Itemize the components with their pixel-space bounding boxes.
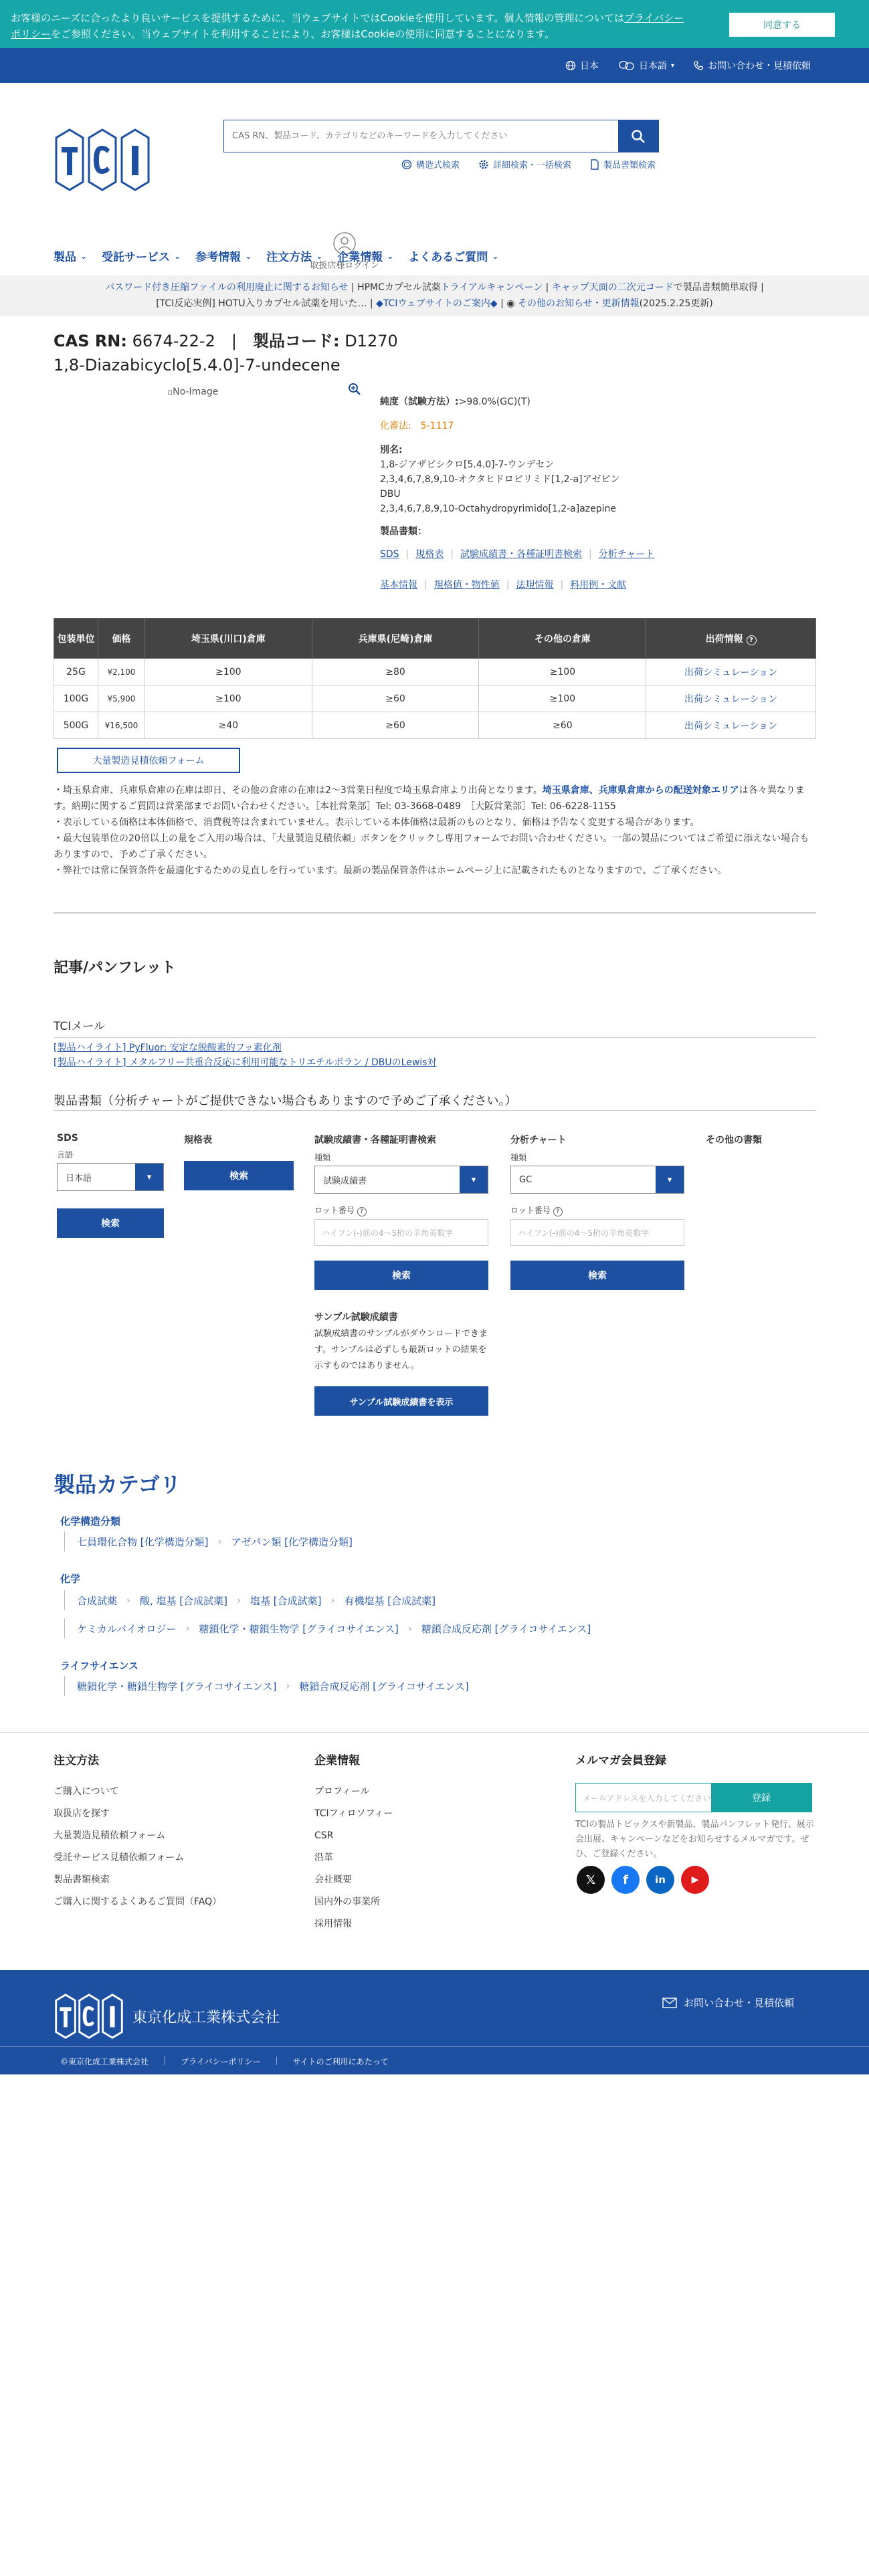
phone-icon	[693, 60, 704, 71]
category-link[interactable]: 七員環化合物 [化学構造分類]	[77, 1535, 209, 1548]
category-link[interactable]: 糖鎖化学・糖鎖生物学 [グライコサイエンス]	[77, 1680, 277, 1693]
stock-hyogo: ≥60	[312, 685, 479, 712]
search-icon	[631, 129, 646, 144]
chevron-right-icon: ›	[185, 1622, 190, 1634]
chevron-down-icon: ▾	[656, 1166, 684, 1193]
price: ¥2,100	[98, 659, 144, 685]
social-links	[577, 1866, 709, 1894]
price: ¥5,900	[98, 685, 144, 712]
chevron-down-icon: ▾	[460, 1166, 488, 1193]
help-icon[interactable]: ?	[357, 1207, 367, 1216]
footer-link[interactable]: 採用情報	[314, 1919, 352, 1929]
info-icon: ◉	[506, 298, 515, 309]
nav-references-label: 参考情報	[195, 251, 242, 264]
footer-link[interactable]: ご購入について	[54, 1786, 119, 1797]
price: ¥16,500	[98, 712, 144, 739]
search-box	[223, 120, 659, 152]
sds-search	[57, 1133, 164, 1238]
footer-link[interactable]: ご購入に関するよくあるご質問（FAQ）	[54, 1897, 222, 1907]
article-link[interactable]: [製品ハイライト] メタルフリー共重合反応に利用可能なトリエチルボラン / DBUのLewis対	[54, 1057, 437, 1068]
sample-coa-button[interactable]: サンプル試験成績書を表示	[314, 1386, 488, 1416]
chevron-right-icon: ›	[330, 1594, 335, 1606]
table-row	[54, 659, 816, 685]
chevron-down-icon: ⌄	[492, 251, 499, 261]
tci-logo[interactable]	[54, 127, 151, 195]
sds-search-button[interactable]: 検索	[57, 1208, 164, 1238]
delivery-area-link[interactable]: 埼玉県倉庫、兵庫県倉庫からの配送対象エリア	[542, 785, 739, 796]
sds-title: SDS	[57, 1133, 78, 1144]
news-hpmc-text: HPMCカプセル試薬	[357, 282, 441, 293]
footer-legal-links: ©東京化成工業株式会社 | プライバシーポリシー | サイトのご利用にあたって	[60, 2056, 389, 2066]
doc-link-coa[interactable]: 試験成績書・各種証明書検索	[460, 549, 582, 560]
nav-company[interactable]	[337, 247, 393, 264]
product-code-label: 製品コード:	[252, 332, 340, 350]
category-link[interactable]: 糖鎖化学・糖鎖生物学 [グライコサイエンス]	[199, 1622, 399, 1635]
stock-hyogo: ≥60	[312, 712, 479, 739]
country-label: 日本	[580, 61, 599, 72]
doc-link-basic-info[interactable]: 基本情報	[380, 580, 417, 591]
news-line-2: [TCI反応実例] HOTU入りカプセル試薬を用いた… | ◆TCIウェブサイトのご案内◆ | ◉ その他のお知らせ・更新情報(2025.2.25更新)	[156, 298, 713, 309]
chevron-right-icon: ›	[217, 1535, 222, 1547]
product-image	[167, 387, 218, 397]
footer-bottom	[0, 1970, 869, 2074]
chevron-down-icon: ⌄	[174, 251, 181, 261]
note-bulk: ・最大包装単位の20倍以上の量をご入用の場合は、「大量製造見積依頼」ボタンをクリックし専用フォームでお問い合わせください。一部の製品についてはご希望に添えない場合もありますので、予めご了承ください。	[54, 833, 809, 860]
shipping-simulation-link[interactable]: 出荷シミュレーション	[646, 659, 816, 685]
package-size: 500G	[54, 712, 98, 739]
sds-language-label: 言語	[57, 1150, 74, 1160]
chart-lot-input[interactable]: ハイフン(-)前の4～5桁の半角英数字	[510, 1219, 684, 1246]
footer-link[interactable]: 取扱店を探す	[54, 1808, 110, 1819]
footer-contact-label: お問い合わせ・見積依頼	[684, 1997, 795, 2009]
structure-search-label: 構造式検索	[416, 160, 460, 171]
chart-kind-select[interactable]	[510, 1166, 684, 1194]
category-row	[64, 1618, 591, 1638]
sample-coa-title: サンプル試験成績書	[314, 1312, 398, 1323]
chart-search-button[interactable]: 検索	[510, 1261, 684, 1290]
privacy-policy-link[interactable]: プライバシーポリシー	[11, 12, 684, 40]
doc-link-references[interactable]: 料用例・文献	[570, 580, 627, 591]
synonyms-label: 別名:	[380, 445, 403, 455]
footer-mail-column	[575, 1751, 666, 1781]
nav-products[interactable]	[54, 247, 87, 264]
category-group-lifescience: ライフサイエンス	[60, 1660, 139, 1672]
newsletter-form	[575, 1783, 812, 1812]
product-name: 1,8-Diazabicyclo[5.4.0]-7-undecene	[54, 356, 341, 374]
chart-kind-value: GC	[519, 1174, 533, 1185]
news-link-hotu[interactable]: [TCI反応実例] HOTU入りカプセル試薬を用いた…	[156, 298, 367, 309]
chevron-down-icon: ▾	[671, 62, 675, 70]
note-warehouse-text: ・埼玉県倉庫、兵庫県倉庫の在庫は即日、その他の倉庫の在庫は2～3営業日程度で埼玉県倉庫より出荷となります。	[54, 785, 543, 796]
category-row	[64, 1590, 436, 1610]
category-link[interactable]: 塩基 [合成試薬]	[250, 1594, 322, 1607]
dealer-login-label: 取扱店様ログイン	[310, 261, 379, 271]
coa-kind-value: 試験成績書	[323, 1176, 367, 1186]
docs-label: 製品書類：	[380, 526, 427, 537]
newsletter-description: TCIの製品トピックスや新製品、製品パンフレット発行、展示会出展、キャンペーンなどをお知らせするメルマガです。ぜひ、ご登録ください。	[575, 1820, 814, 1859]
stock-table	[54, 618, 816, 739]
chevron-right-icon: ›	[126, 1594, 131, 1606]
doc-link-regulations[interactable]: 法規情報	[516, 580, 554, 591]
table-row	[54, 685, 816, 712]
footer-contact-link[interactable]	[662, 1996, 794, 2010]
package-size: 25G	[54, 659, 98, 685]
stock-saitama: ≥100	[144, 659, 312, 685]
search-input[interactable]	[224, 120, 619, 152]
broken-image-icon: ▫	[167, 387, 173, 397]
chevron-down-icon: ▾	[135, 1164, 163, 1190]
divider	[54, 1110, 816, 1111]
language-icon	[619, 60, 635, 71]
note-storage: ・弊社では常に保管条件を最適化するための見直しを行っています。最新の製品保管条件はホームページ上に記載されたものとなりますので、ご了承ください。	[54, 865, 727, 876]
cookie-banner	[0, 0, 869, 48]
nav-faq[interactable]	[408, 247, 498, 264]
footer-company-title: 企業情報	[314, 1754, 360, 1767]
sample-coa-description: 試験成績書のサンプルがダウンロードできます。サンプルは必ずしも最新ロットの結果を示すものではありません。	[314, 1329, 488, 1371]
news-qr-text: で製品書類簡単取得	[673, 282, 758, 293]
help-icon[interactable]: ?	[553, 1207, 563, 1216]
category-link[interactable]: ケミカルバイオロジー	[77, 1622, 177, 1635]
newsletter-email-input[interactable]: メールアドレスを入力してください	[583, 1793, 711, 1803]
country-selector[interactable]	[565, 48, 599, 83]
linkedin-icon[interactable]: in	[646, 1866, 674, 1894]
article-list	[54, 1041, 436, 1070]
docs-links-row-2: 基本情報 | 規格値・物性値 | 法規情報 | 料用例・文献	[380, 578, 755, 593]
footer-link[interactable]: 国内外の事業所	[314, 1897, 380, 1907]
spec-search-button[interactable]: 検索	[184, 1161, 294, 1190]
purity-label: 純度（試験方法）:	[380, 397, 459, 407]
stock-other: ≥100	[479, 659, 646, 685]
spec-search	[184, 1133, 294, 1190]
category-link[interactable]: 酸, 塩基 [合成試薬]	[140, 1594, 228, 1607]
footer-link[interactable]: CSR	[314, 1830, 334, 1841]
coa-lot-input[interactable]: ハイフン(-)前の4～5桁の半角英数字	[314, 1219, 488, 1246]
product-code: D1270	[345, 332, 398, 350]
document-icon	[590, 159, 599, 170]
table-row	[54, 712, 816, 739]
nav-contract-services[interactable]	[102, 247, 181, 264]
cookie-text-a: お客様のニーズに合ったより良いサービスを提供するために、当ウェブサイトではCookieを使用しています。個人情報の管理については	[11, 12, 625, 24]
news-link-website-guide[interactable]: ◆TCIウェブサイトのご案内◆	[376, 298, 498, 309]
synonym: 2,3,4,6,7,8,9,10-オクタヒドロピリミド[1,2-a]アゼピン	[380, 474, 620, 485]
tci-mail-section	[54, 1016, 816, 1038]
chart-lot-label-text: ロット番号	[510, 1206, 551, 1215]
synonym: 1,8-ジアザビシクロ[5.4.0]-7-ウンデセン	[380, 459, 555, 470]
news-line-1: パスワード付き圧縮ファイルの利用廃止に関するお知らせ | HPMCカプセル試薬トライアルキャンペーン | キャップ天面の二次元コードで製品書類簡単取得 |	[105, 282, 764, 293]
nav-faq-label: よくあるご質問	[408, 251, 488, 264]
nav-ordering-label: 注文方法	[266, 251, 312, 264]
category-group-structure: 化学構造分類	[60, 1515, 121, 1527]
zoom-icon[interactable]	[348, 383, 361, 399]
terms-link[interactable]: サイトのご利用にあたって	[292, 2057, 389, 2066]
product-header: CAS RN: 6674-22-2 | 製品コード: D1270 1,8-Diazabicyclo[5.4.0]-7-undecene	[54, 329, 398, 377]
document-search-link[interactable]	[590, 158, 656, 171]
footer-mail-title: メルマガ会員登録	[575, 1754, 666, 1767]
cas-label: CAS RN:	[54, 332, 127, 350]
category-link[interactable]: 糖鎖合成反応剤 [グライコサイエンス]	[421, 1622, 591, 1635]
doc-link-sds[interactable]: SDS	[380, 549, 399, 560]
col-header-hyogo: 兵庫県(尼崎)倉庫	[312, 619, 479, 659]
category-title: 製品カテゴリ	[54, 1472, 181, 1497]
nav-contract-label: 受託サービス	[102, 251, 171, 264]
stock-notes	[54, 782, 816, 879]
doc-link-chart[interactable]: 分析チャート	[598, 549, 655, 560]
cookie-text	[11, 10, 686, 42]
footer-link[interactable]: 製品書類検索	[54, 1874, 110, 1885]
divider	[54, 912, 816, 914]
image-alt-text: No-Image	[173, 387, 219, 397]
search-sublinks	[401, 158, 656, 171]
chevron-right-icon: ›	[237, 1594, 242, 1606]
search-button[interactable]	[618, 120, 658, 152]
news-link-trial-campaign[interactable]: トライアルキャンペーン	[440, 282, 543, 293]
sds-language-value: 日本語	[66, 1173, 92, 1184]
utility-bar	[0, 48, 869, 83]
news-link-compressed-files[interactable]: パスワード付き圧縮ファイルの利用廃止に関するお知らせ	[105, 282, 349, 293]
cookie-text-b: をご参照ください。当ウェブサイトを利用することにより、お客様はCookieの使用に同意することになります。	[51, 28, 555, 40]
note-price: ・表示している価格は本体価格で、消費税等は含まれていません。表示している本体価格は最新のものとなり、価格は予告なく変更する場合があります。	[54, 817, 700, 828]
tci-logo-white	[54, 1993, 124, 2040]
language-label: 日本語	[639, 61, 667, 72]
chart-search	[510, 1133, 684, 1290]
sds-language-select[interactable]	[57, 1163, 164, 1191]
gear-icon	[478, 159, 489, 170]
chevron-down-icon: ⌄	[387, 251, 394, 261]
footer-company-column	[314, 1751, 393, 1935]
footer-link[interactable]: プロフィール	[314, 1786, 370, 1797]
chevron-down-icon: ⌄	[245, 251, 252, 261]
advanced-search-link[interactable]	[478, 158, 571, 171]
doc-link-properties[interactable]: 規格値・物性値	[433, 580, 500, 591]
chemical-law-number: 化審法: 5-1117	[380, 421, 454, 431]
advanced-search-label: 詳細検索・一括検索	[493, 160, 572, 171]
footer-link[interactable]: 沿革	[314, 1852, 333, 1863]
chevron-down-icon: ⌄	[316, 251, 323, 261]
privacy-policy-link[interactable]: プライバシーポリシー	[181, 2057, 261, 2066]
company-name: 東京化成工業株式会社	[132, 2009, 280, 2026]
note-contact-text: は各々異なります。納期に関するご質問は営業部までお問い合わせください。［本社営業部］Tel: 03-3668-0489 ［大阪営業部］Tel: 06-6228-1155	[54, 785, 805, 812]
footer-link[interactable]: 大量製造見積依頼フォーム	[54, 1830, 166, 1841]
news-bar	[0, 276, 869, 316]
other-docs-title: その他の書類	[706, 1135, 762, 1146]
x-icon[interactable]: 𝕏	[577, 1866, 605, 1894]
stock-other: ≥60	[479, 712, 646, 739]
purity-value: >98.0%(GC)(T)	[458, 397, 530, 407]
coa-search	[314, 1133, 488, 1416]
chart-title: 分析チャート	[510, 1135, 567, 1146]
articles-title: 記事/パンフレット	[54, 960, 176, 976]
category-link[interactable]: 合成試薬	[77, 1594, 118, 1607]
chart-kind-label: 種類	[510, 1153, 527, 1162]
coa-lot-label	[314, 1204, 488, 1216]
col-header-shipping-label: 出荷情報	[705, 633, 743, 645]
stock-saitama: ≥40	[144, 712, 312, 739]
main-nav	[54, 247, 498, 264]
news-updated-date: (2025.2.25更新)	[639, 298, 713, 309]
shipping-simulation-link[interactable]: 出荷シミュレーション	[646, 685, 816, 712]
product-docs-title: 製品書類（分析チャートがご提供できない場合もありますので予めご了承ください。）	[54, 1094, 517, 1108]
language-selector[interactable]	[619, 48, 674, 83]
mail-icon	[662, 1998, 677, 2008]
category-row	[64, 1676, 469, 1696]
docs-links-row-1: SDS | 規格表 | 試験成績書・各種証明書検索 | 分析チャート	[380, 547, 755, 562]
copyright: ©東京化成工業株式会社	[60, 2057, 149, 2066]
coa-title: 試験成績書・各種証明書検索	[314, 1135, 436, 1146]
col-header-other: その他の倉庫	[479, 619, 646, 659]
cas-number: 6674-22-2	[132, 332, 215, 350]
footer-bottom-divider	[0, 2046, 869, 2047]
coa-kind-select[interactable]	[314, 1166, 488, 1194]
synonym: 2,3,4,6,7,8,9,10-Octahydropyrimido[1,2-a]azepine	[380, 504, 617, 514]
col-header-price: 価格	[98, 619, 144, 659]
coa-search-button[interactable]: 検索	[314, 1261, 488, 1290]
category-group-chemistry: 化学	[60, 1573, 81, 1585]
facebook-icon[interactable]: f	[611, 1866, 640, 1894]
coa-kind-label: 種類	[314, 1153, 331, 1162]
chevron-down-icon: ⌄	[80, 251, 88, 261]
product-info	[380, 393, 755, 593]
shipping-simulation-link[interactable]: 出荷シミュレーション	[646, 712, 816, 739]
chevron-right-icon: ›	[407, 1622, 412, 1634]
footer-order-title: 注文方法	[54, 1754, 99, 1767]
footer-link[interactable]: TCIフィロソフィー	[314, 1808, 393, 1819]
chevron-right-icon: ›	[286, 1680, 290, 1692]
article-link[interactable]: [製品ハイライト] PyFluor: 安定な脱酸素的フッ素化剤	[54, 1043, 282, 1053]
tci-mail-title: TCIメール	[54, 1016, 816, 1038]
nav-ordering[interactable]	[266, 247, 322, 264]
footer-divider	[0, 1732, 869, 1733]
tci-logo-mark	[54, 127, 151, 193]
nav-references[interactable]	[195, 247, 252, 264]
category-row	[64, 1531, 353, 1551]
note-warehouse	[54, 782, 816, 815]
footer-logo[interactable]	[54, 1993, 280, 2040]
nav-products-label: 製品	[54, 251, 76, 264]
contact-label: お問い合わせ・見積依頼	[708, 61, 811, 72]
spec-title: 規格表	[184, 1135, 212, 1146]
category-link[interactable]: 糖鎖合成反応剤 [グライコサイエンス]	[299, 1680, 469, 1693]
col-header-package: 包装単位	[54, 619, 98, 659]
col-header-shipping	[646, 619, 816, 659]
footer-order-column	[54, 1751, 221, 1913]
bulk-quote-button[interactable]: 大量製造見積依頼フォーム	[57, 748, 240, 773]
news-link-other-news[interactable]: その他のお知らせ・更新情報	[518, 298, 640, 309]
category-link[interactable]: アゼパン類 [化学構造分類]	[231, 1535, 353, 1548]
document-search-label: 製品書類検索	[603, 160, 656, 171]
stock-other: ≥100	[479, 685, 646, 712]
footer-link[interactable]: 受託サービス見積依頼フォーム	[54, 1852, 185, 1863]
youtube-icon[interactable]: ▶	[681, 1866, 709, 1894]
coa-lot-label-text: ロット番号	[314, 1206, 355, 1215]
news-link-qr-code[interactable]: キャップ天面の二次元コード	[551, 282, 674, 293]
stock-saitama: ≥100	[144, 685, 312, 712]
contact-link[interactable]	[693, 48, 811, 83]
package-size: 100G	[54, 685, 98, 712]
cookie-agree-button[interactable]: 同意する	[729, 13, 835, 37]
nav-company-label: 企業情報	[337, 251, 383, 264]
col-header-saitama: 埼玉県(川口)倉庫	[144, 619, 312, 659]
newsletter-register-button[interactable]: 登録	[711, 1784, 811, 1812]
synonym: DBU	[380, 489, 401, 500]
table-header-row	[54, 619, 816, 659]
help-icon[interactable]: ?	[747, 635, 757, 645]
chart-lot-label	[510, 1204, 684, 1216]
structure-icon	[401, 159, 412, 170]
stock-hyogo: ≥80	[312, 659, 479, 685]
structure-search-link[interactable]	[401, 158, 460, 171]
doc-link-spec[interactable]: 規格表	[415, 549, 444, 560]
globe-icon	[565, 60, 576, 71]
other-docs	[706, 1133, 762, 1152]
footer-link[interactable]: 会社概要	[314, 1874, 352, 1885]
category-link[interactable]: 有機塩基 [合成試薬]	[344, 1594, 436, 1607]
